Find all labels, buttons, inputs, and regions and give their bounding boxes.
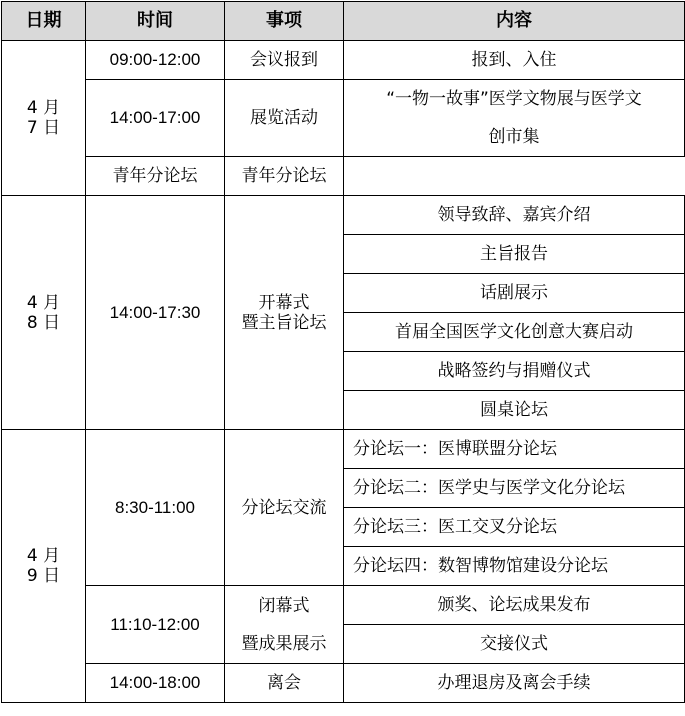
time-cell: 14:00-17:30 <box>86 196 225 430</box>
time-cell: 8:30-11:00 <box>86 430 225 586</box>
content-cell: 分论坛四：数智博物馆建设分论坛 <box>344 547 685 586</box>
content-cell: 分论坛一：医博联盟分论坛 <box>344 430 685 469</box>
item-cell: 离会 <box>225 664 344 703</box>
header-item: 事项 <box>225 2 344 41</box>
item-cell: 分论坛交流 <box>225 430 344 586</box>
table-row <box>2 664 685 703</box>
content-cell: 领导致辞、嘉宾介绍 <box>344 196 685 235</box>
content-cell: 颁奖、论坛成果发布 <box>344 586 685 625</box>
header-content: 内容 <box>344 2 685 41</box>
content-cell: “一物一故事”医学文物展与医学文 创市集 <box>344 80 685 157</box>
table-row <box>2 430 685 469</box>
date-cell: 4 月 8 日 <box>2 196 86 430</box>
content-cell: 青年分论坛 <box>225 157 344 196</box>
content-cell: 报到、入住 <box>344 41 685 80</box>
content-cell: 办理退房及离会手续 <box>344 664 685 703</box>
header-time: 时间 <box>86 2 225 41</box>
content-cell: 战略签约与捐赠仪式 <box>344 352 685 391</box>
header-date: 日期 <box>2 2 86 41</box>
content-cell: 分论坛二：医学史与医学文化分论坛 <box>344 469 685 508</box>
header-row <box>2 2 685 41</box>
table-row <box>2 157 685 196</box>
date-cell: 4 月 9 日 <box>2 430 86 703</box>
time-cell: 09:00-12:00 <box>86 41 225 80</box>
time-cell: 14:00-17:00 <box>86 80 225 157</box>
content-cell: 交接仪式 <box>344 625 685 664</box>
table-row <box>2 586 685 625</box>
time-cell: 11:10-12:00 <box>86 586 225 664</box>
content-cell: 首届全国医学文化创意大赛启动 <box>344 313 685 352</box>
content-cell: 圆桌论坛 <box>344 391 685 430</box>
date-cell: 4 月 7 日 <box>2 41 86 196</box>
table-row <box>2 196 685 235</box>
item-cell: 会议报到 <box>225 41 344 80</box>
item-cell: 青年分论坛 <box>86 157 225 196</box>
table-row <box>2 41 685 80</box>
item-cell: 闭幕式 暨成果展示 <box>225 586 344 664</box>
schedule-table <box>1 1 685 703</box>
item-cell: 开幕式 暨主旨论坛 <box>225 196 344 430</box>
content-cell: 主旨报告 <box>344 235 685 274</box>
time-cell: 14:00-18:00 <box>86 664 225 703</box>
content-cell: 话剧展示 <box>344 274 685 313</box>
item-cell: 展览活动 <box>225 80 344 157</box>
content-cell: 分论坛三：医工交叉分论坛 <box>344 508 685 547</box>
